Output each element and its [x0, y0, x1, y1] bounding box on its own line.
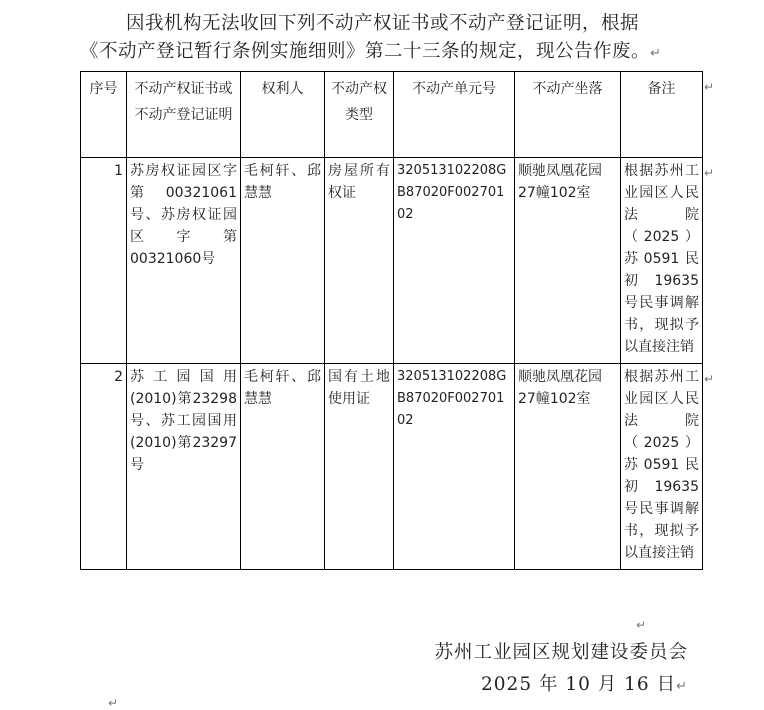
paragraph-mark-icon: ↵: [704, 166, 715, 180]
row-location: 顺驰凤凰花园27幢102室: [515, 158, 621, 364]
row-seq: 2: [81, 364, 127, 570]
paragraph-mark-icon: ↵: [704, 80, 715, 94]
revocation-table: [80, 71, 703, 570]
row-note: 根据苏州工业园区人民法院（2025）苏0591民初 19635号民事调解书，现拟予以直接注销: [621, 364, 703, 570]
table-row: [81, 364, 703, 570]
row-type: 国有土地使用证: [325, 364, 394, 570]
row-owner: 毛柯轩、邱慧慧: [241, 364, 325, 570]
header-location: 不动产坐落: [515, 72, 621, 158]
row-unit: 320513102208GB87020F00270102: [394, 158, 515, 364]
row-seq: 1: [81, 158, 127, 364]
intro-line-2: 《不动产登记暂行条例实施细则》第二十三条的规定，现公告作废。: [80, 41, 651, 62]
paragraph-mark-icon: ↵: [636, 618, 647, 632]
row-cert: 苏工园国用(2010)第23298号、苏工园国用(2010)第23297号: [127, 364, 241, 570]
signature-date-text: 2025 年 10 月 16 日: [481, 674, 677, 695]
header-note: 备注: [621, 72, 703, 158]
header-owner: 权利人: [241, 72, 325, 158]
row-type: 房屋所有权证: [325, 158, 394, 364]
intro-line-1: 因我机构无法收回下列不动产权证书或不动产登记证明，根据: [126, 13, 640, 34]
table-header-row: [81, 72, 703, 158]
row-unit: 320513102208GB87020F00270102: [394, 364, 515, 570]
row-note: 根据苏州工业园区人民法院（2025）苏0591民初 19635号民事调解书，现拟予以直接注销: [621, 158, 703, 364]
header-seq: 序号: [81, 72, 127, 158]
table-row: [81, 158, 703, 364]
header-type: 不动产权类型: [325, 72, 394, 158]
row-cert: 苏房权证园区字第 00321061号、苏房权证园区字第00321060号: [127, 158, 241, 364]
paragraph-mark-icon: ↵: [108, 696, 119, 710]
row-location: 顺驰凤凰花园27幢102室: [515, 364, 621, 570]
signature-date: [481, 670, 688, 696]
header-unit: 不动产单元号: [394, 72, 515, 158]
notice-intro: [80, 10, 704, 68]
paragraph-mark-icon: ↵: [704, 372, 715, 386]
header-cert: 不动产权证书或不动产登记证明: [127, 72, 241, 158]
paragraph-mark-icon: ↵: [676, 679, 688, 694]
paragraph-mark-icon: ↵: [650, 46, 662, 61]
signature-org: 苏州工业园区规划建设委员会: [434, 642, 688, 663]
row-owner: 毛柯轩、邱慧慧: [241, 158, 325, 364]
